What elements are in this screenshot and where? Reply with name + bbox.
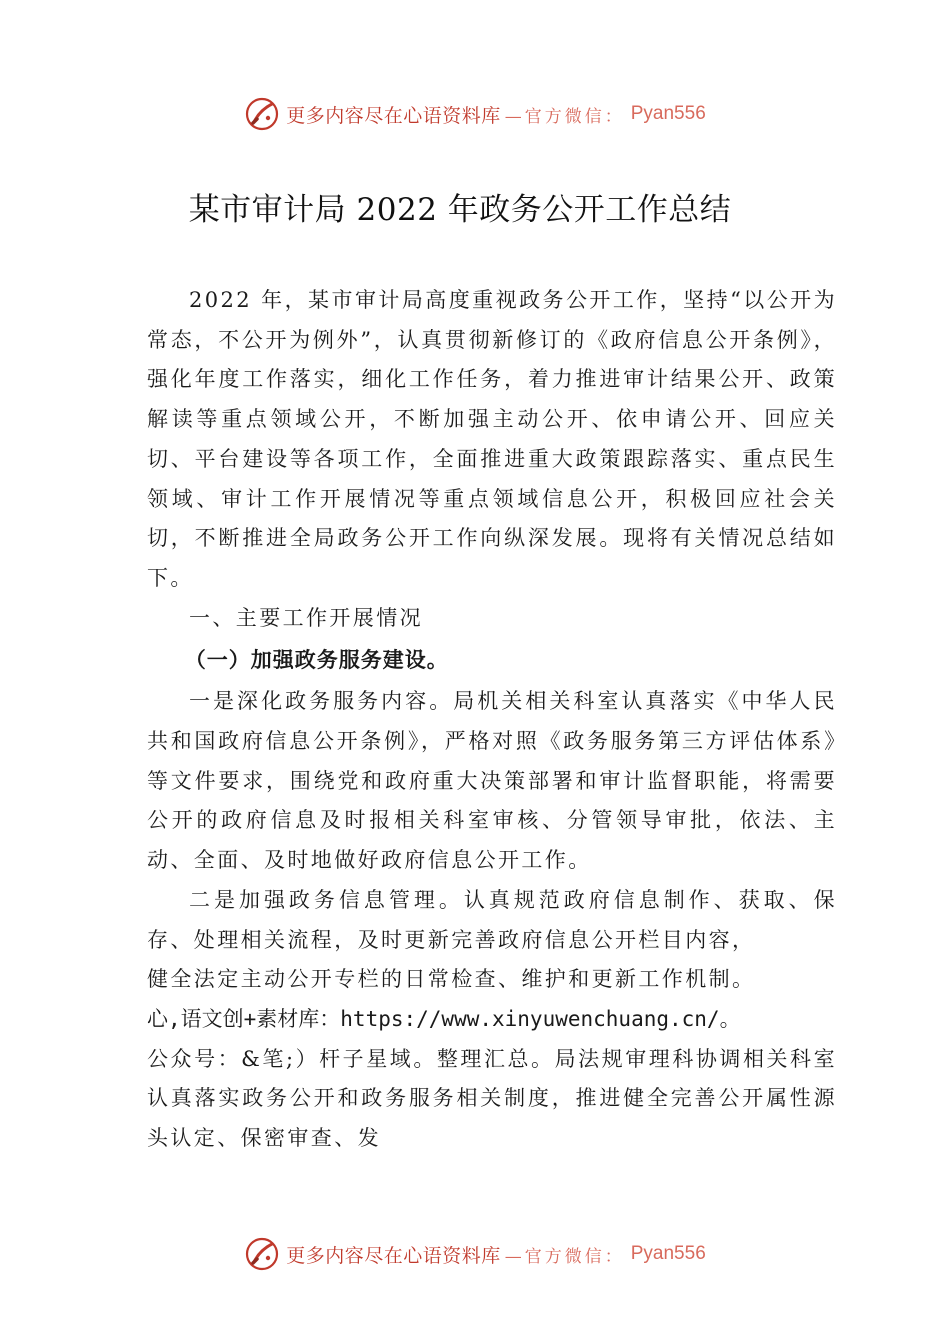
paragraph-info-management: 二是加强政务信息管理。认真规范政府信息制作、获取、保存、处理相关流程，及时更新完善政府信息公开栏目内容， — [147, 887, 837, 952]
watermark-brand-text: 更多内容尽在心语资料库 — [286, 1244, 501, 1267]
paragraph-regulation-review: 公众号：&笔;）杆子星域。整理汇总。局法规审理科协调相关科室认真落实政务公开和政务服务相关制度，推进健全完善公开属性源头认定、保密审查、发 — [147, 1046, 837, 1151]
subsection-heading-1: （一）加强政务服务建设。 — [184, 648, 449, 673]
document-body — [147, 281, 837, 1159]
watermark-footer — [0, 1234, 950, 1274]
watermark-wechat-id: Pyan556 — [630, 1243, 706, 1264]
paragraph-source-line: 心,语文创+素材库：https://www.xinyuwenchuang.cn/。 — [147, 1006, 741, 1031]
watermark-separator-text: —官方微信： — [504, 1246, 625, 1267]
brush-logo-icon — [244, 1236, 280, 1272]
brush-logo-icon — [244, 96, 280, 132]
watermark-wechat-id: Pyan556 — [630, 103, 706, 124]
watermark-header — [0, 94, 950, 134]
paragraph-mechanism-line: 健全法定主动公开专栏的日常检查、维护和更新工作机制。 — [147, 967, 756, 992]
watermark-separator-text: —官方微信： — [504, 106, 625, 127]
section-heading-1: 一、主要工作开展情况 — [189, 605, 423, 630]
intro-paragraph: 2022 年，某市审计局高度重视政务公开工作，坚持“以公开为常态，不公开为例外”，认真贯彻新修订的《政府信息公开条例》，强化年度工作落实，细化工作任务，着力推进审计结果公开、政策解读等重点领域公开，不断加强主动公开、依申请公开、回应关切、平台建设等各项工作，全面推进重大政策跟踪落实、重点民生领域、审计工作开展情况等重点领域信息公开，积极回应社会关切，不断推进全局政务公开工作向纵深发展。现将有关情况总结如下。 — [147, 288, 837, 590]
watermark-brand-text: 更多内容尽在心语资料库 — [286, 104, 501, 127]
paragraph-service-content: 一是深化政务服务内容。局机关相关科室认真落实《中华人民共和国政府信息公开条例》，严格对照《政务服务第三方评估体系》等文件要求，围绕党和政府重大决策部署和审计监督职能，将需要公开的政府信息及时报相关科室审核、分管领导审批，依法、主动、全面、及时地做好政府信息公开工作。 — [147, 689, 837, 873]
document-title: 某市审计局 2022 年政务公开工作总结 — [188, 192, 732, 228]
